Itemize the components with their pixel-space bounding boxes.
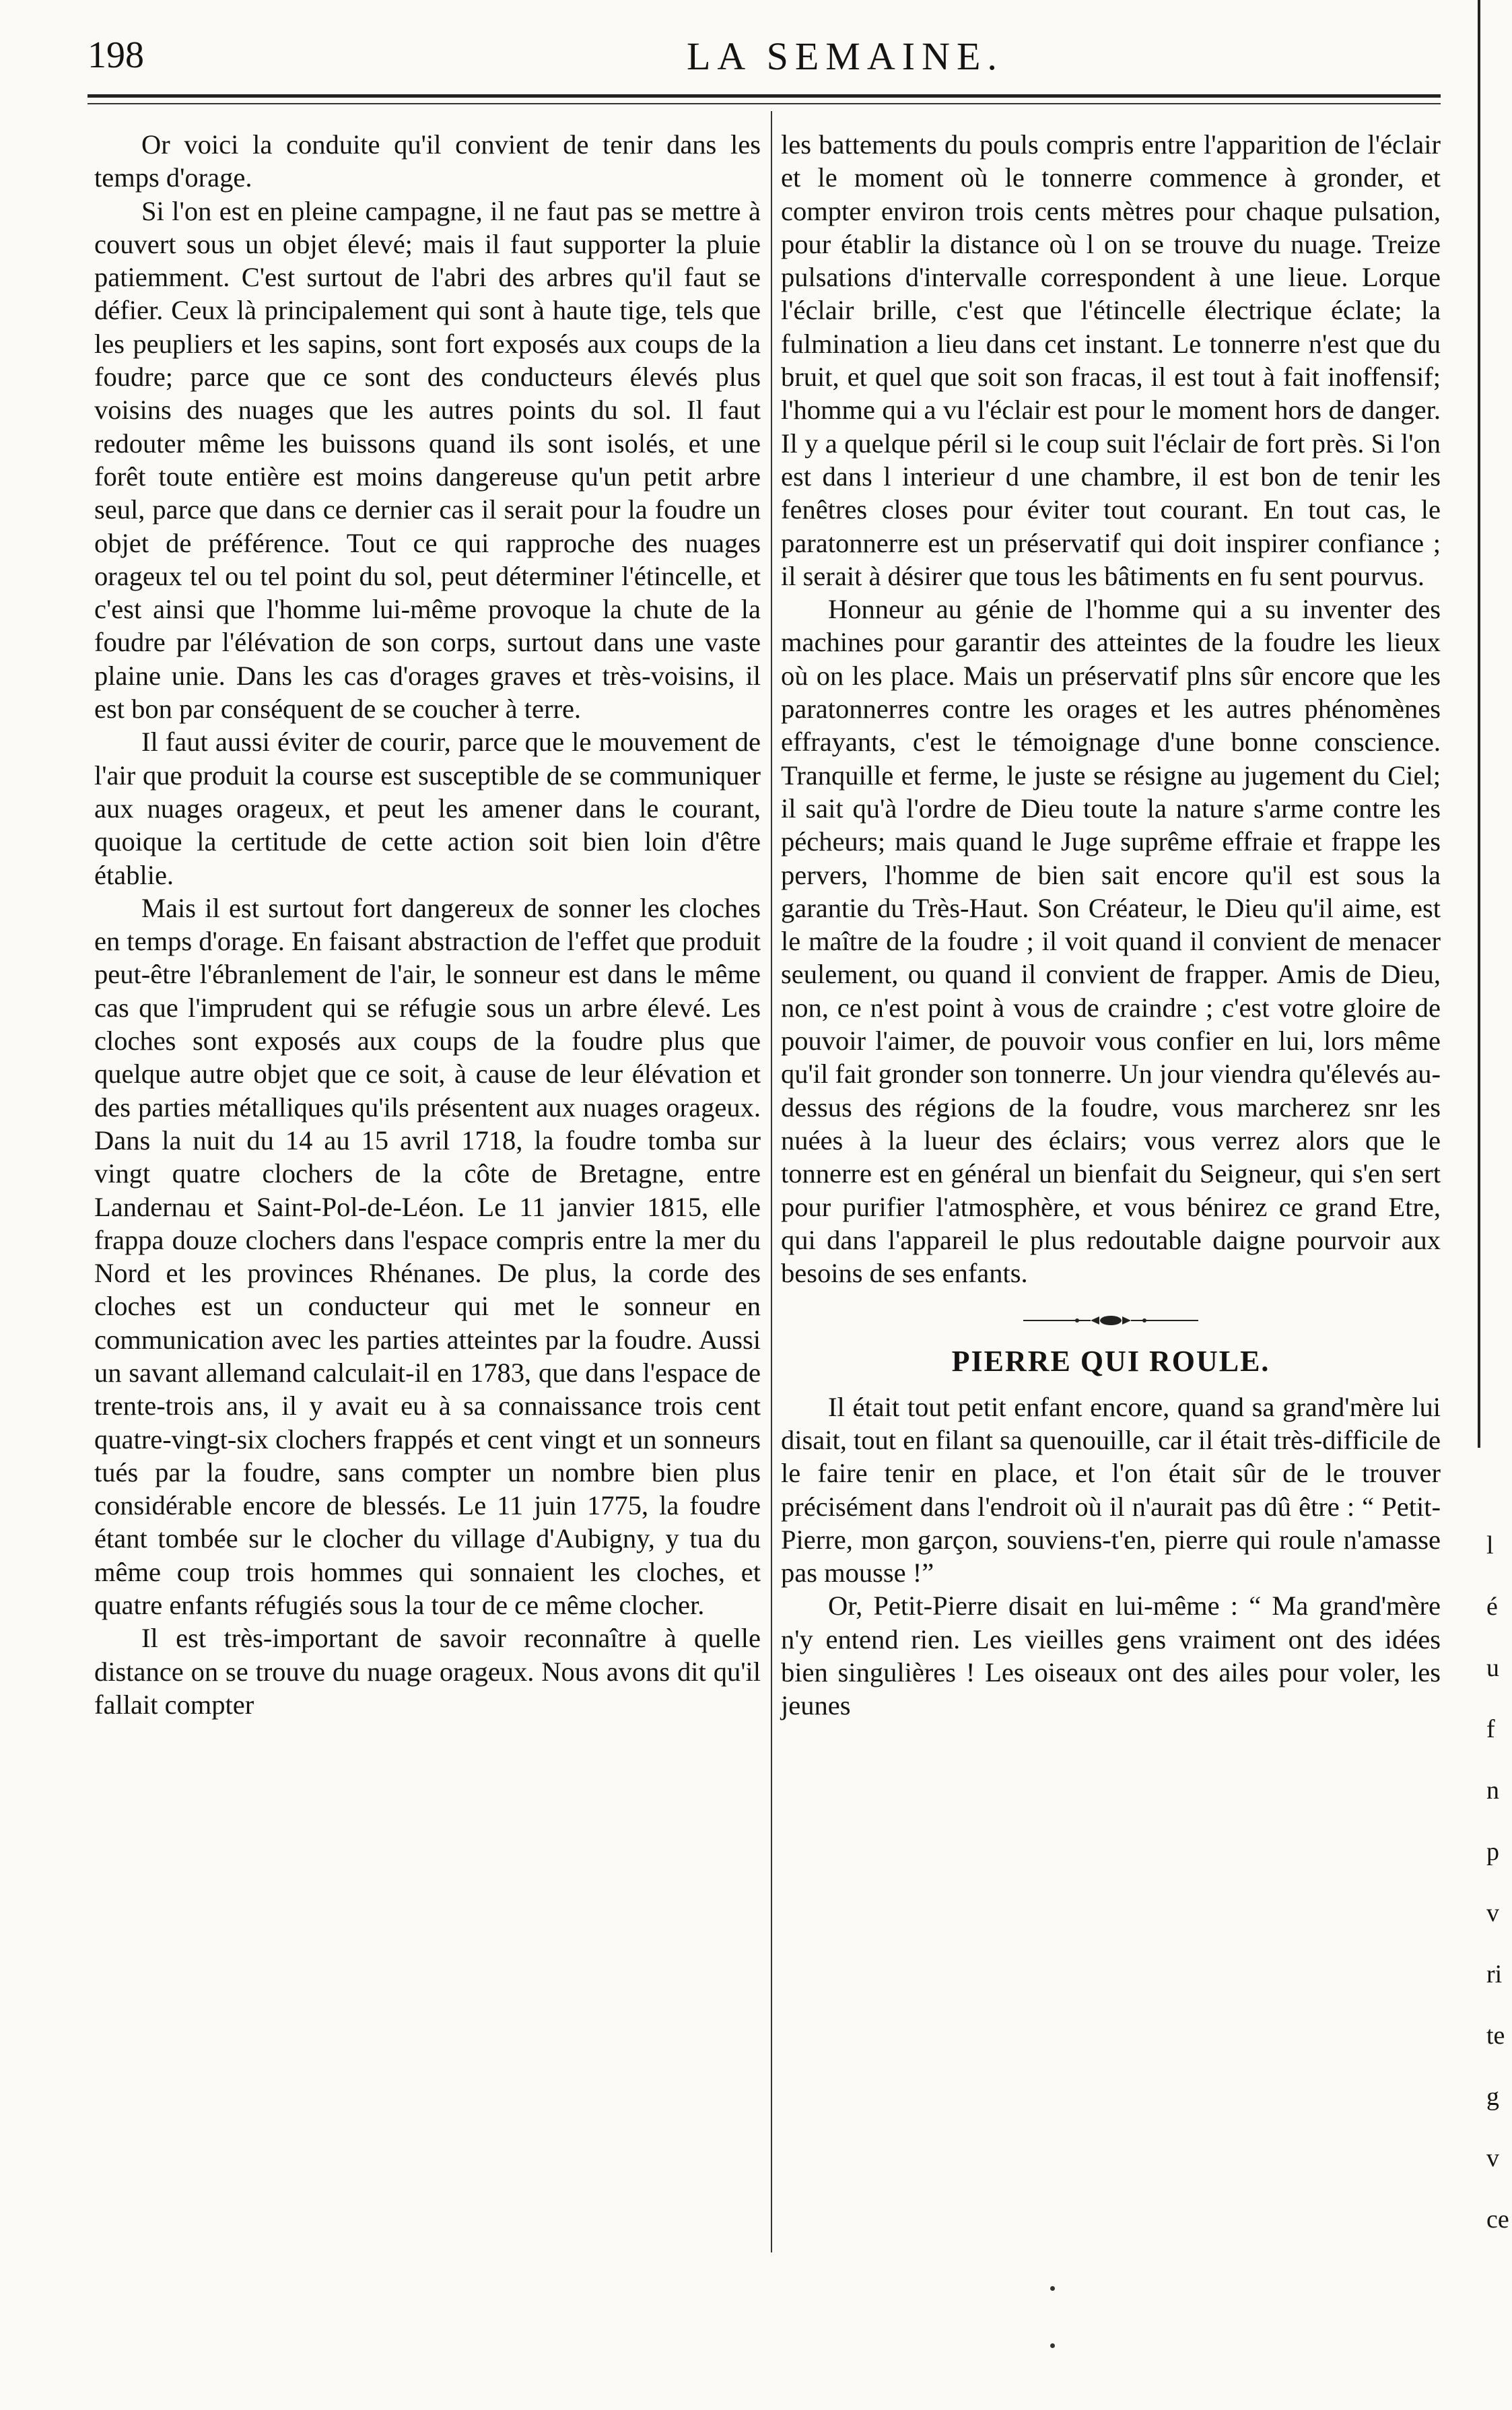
paragraph: Or, Petit-Pierre disait en lui-même : “ Ma grand'mère n'y entend rien. Les vieilles gens vraiment ont des idées bien singulières ! Les oiseaux ont des ailes pour voler, les jeunes xyxy=(781,1591,1441,1721)
bleed-letter: u xyxy=(1486,1654,1499,1682)
paragraph: les battements du pouls compris entre l'apparition de l'éclair et le moment où le tonnerre commence à gronder, et compter environ trois cents mètres pour chaque pulsation, pour établir la distance où l on se trouve du nuage. Treize pulsations d'intervalle correspondent à une lieue. Lorque l'éclair brille, c'est que l'étincelle électrique éclate; la fulmination a lieu dans cet instant. Le tonnerre n'est que du bruit, et quel que soit son fracas, il est tout à fait inoffensif; l'homme qui a vu l'éclair est pour le moment hors de danger. Il y a quelque péril si le coup suit l'éclair de fort près. Si l'on est dans l interieur d une chambre, il est bon de tenir les fenêtres closes pour éviter tout courant. En tout cas, le paratonnerre est un préservatif qui doit inspirer confiance ; il serait à désirer que tous les bâtiments en fu sent pourvus. xyxy=(781,129,1441,591)
bleed-letter: l xyxy=(1486,1531,1494,1560)
running-title: LA SEMAINE. xyxy=(687,34,1004,78)
bleed-letter: g xyxy=(1486,2083,1499,2111)
paragraph: Il faut aussi éviter de courir, parce que le mouvement de l'air que produit la course est susceptible de se communiquer aux nuages orageux, et peut les amener dans le courant, quoique la certitude de cette action soit bien loin d'être établie. xyxy=(94,727,761,890)
bleed-letter: ce xyxy=(1486,2205,1509,2234)
bleed-letter: p xyxy=(1486,1838,1499,1866)
right-column xyxy=(781,128,1441,1722)
paragraph: Or voici la conduite qu'il convient de tenir dans les temps d'orage. xyxy=(94,129,761,193)
paragraph: Il est très-important de savoir reconnaître à quelle distance on se trouve du nuage orageux. Nous avons dit qu'il fallait compter xyxy=(94,1623,761,1720)
section-ornament xyxy=(781,1314,1441,1327)
page-number: 198 xyxy=(88,34,144,76)
bleed-letter: v xyxy=(1486,1899,1499,1927)
bleed-letter: ri xyxy=(1486,1960,1503,1988)
section-title: PIERRE QUI ROULE. xyxy=(951,1345,1270,1378)
bleed-letter: n xyxy=(1486,1776,1499,1805)
speck xyxy=(1050,2343,1055,2348)
paragraph: Mais il est surtout fort dangereux de sonner les cloches en temps d'orage. En faisant abstraction de l'effet que produit peut-être l'ébranlement de l'air, le sonneur est dans le même cas que l'imprudent qui se réfugie sous un arbre élevé. Les cloches sont exposés aux coups de la foudre plus que quelque autre objet que ce soit, à cause de leur élévation et des parties métalliques qu'ils présentent aux nuages orageux. Dans la nuit du 14 au 15 avril 1718, la foudre tomba sur vingt quatre clochers de la côte de Bretagne, entre Landernau et Saint-Pol-de-Léon. Le 11 janvier 1815, elle frappa douze clochers dans l'espace compris entre la mer du Nord et les provinces Rhénanes. De plus, la corde des cloches est un conducteur qui met le sonneur en communication avec les parties atteintes par la foudre. Aussi un savant allemand calculait-il en 1783, que dans l'espace de trente-trois ans, il y avait eu à sa connaissance trois cent quatre-vingt-six clochers frappés et cent vingt et un sonneurs tués par la foudre, sans compter un nombre bien plus considérable encore de blessés. Le 11 juin 1775, la foudre étant tombée sur le clocher du village d'Aubigny, y tua du même coup trois hommes qui sonnaient les cloches, et quatre enfants réfugiés sous la tour de ce même clocher. xyxy=(94,892,761,1621)
page-edge-rule xyxy=(1478,0,1480,1448)
bleed-letter: v xyxy=(1486,2144,1499,2172)
header-rule xyxy=(88,94,1441,98)
speck xyxy=(1050,2286,1055,2291)
left-column xyxy=(94,128,761,1721)
page-header xyxy=(88,27,1441,88)
bleed-letter: f xyxy=(1486,1715,1495,1743)
header-rule-thin xyxy=(88,103,1441,104)
bleed-letter: é xyxy=(1486,1593,1498,1621)
column-divider xyxy=(771,111,772,2252)
bleed-letter: te xyxy=(1486,2021,1505,2050)
paragraph: Honneur au génie de l'homme qui a su inventer des machines pour garantir des atteintes de la foudre les lieux où on les place. Mais un préservatif plns sûr encore que les paratonnerres contre les orages et les autres phénomènes effrayants, c'est le témoignage d'une bonne conscience. Tranquille et ferme, le juste se résigne au jugement du Ciel; il sait qu'à l'ordre de Dieu toute la nature s'arme contre les pécheurs; mais quand le Juge suprême effraie et frappe les pervers, l'homme de bien sait encore qu'il est sous la garantie du Très-Haut. Son Créateur, le Dieu qu'il aime, est le maître de la foudre ; il voit quand il convient de menacer seulement, ou quand il convient de frapper. Amis de Dieu, non, ce n'est point à vous de craindre ; c'est votre gloire de pouvoir l'aimer, de pouvoir vous confier en lui, lors même qu'il fait gronder son tonnerre. Un jour viendra qu'élevés au-dessus des régions de la foudre, vous marcherez snr les nuées à la lueur des éclairs; vous verrez alors que le tonnerre est en général un bienfait du Seigneur, qui s'en sert pour purifier l'atmosphère, et vous bénirez ce grand Etre, qui dans l'appareil le plus redoutable daigne pourvoir aux besoins de ses enfants. xyxy=(781,594,1441,1289)
adjacent-page-bleed xyxy=(1486,1515,1512,2250)
fleuron-icon xyxy=(1010,1314,1212,1327)
paragraph: Si l'on est en pleine campagne, il ne faut pas se mettre à couvert sous un objet élevé; mais il faut supporter la pluie patiemment. C'est surtout de l'abri des arbres qu'il faut se défier. Ceux là principalement qui sont à haute tige, tels que les peupliers et les sapins, sont fort exposés aux coups de la foudre; parce que ce sont des conducteurs élevés plus voisins des nuages que les autres points du sol. Il faut redouter même les buissons quand ils sont isolés, et une forêt toute entière est moins dangereuse qu'un petit arbre seul, parce que dans ce dernier cas il serait pour la foudre un objet de préférence. Tout ce qui rapproche des nuages orageux tel ou tel point du sol, peut déterminer l'étincelle, et c'est ainsi que l'homme lui-même provoque la chute de la foudre par l'élévation de son corps, surtout dans une vaste plaine unie. Dans les cas d'orages graves et très-voisins, il est bon par conséquent de se coucher à terre. xyxy=(94,195,761,725)
paragraph: Il était tout petit enfant encore, quand sa grand'mère lui disait, tout en filant sa quenouille, car il était très-difficile de le faire tenir en place, et l'on était sûr de le trouver précisément dans l'endroit où il n'aurait pas dû être : “ Petit-Pierre, mon garçon, souviens-t'en, pierre qui roule n'amasse pas mousse !” xyxy=(781,1391,1441,1588)
